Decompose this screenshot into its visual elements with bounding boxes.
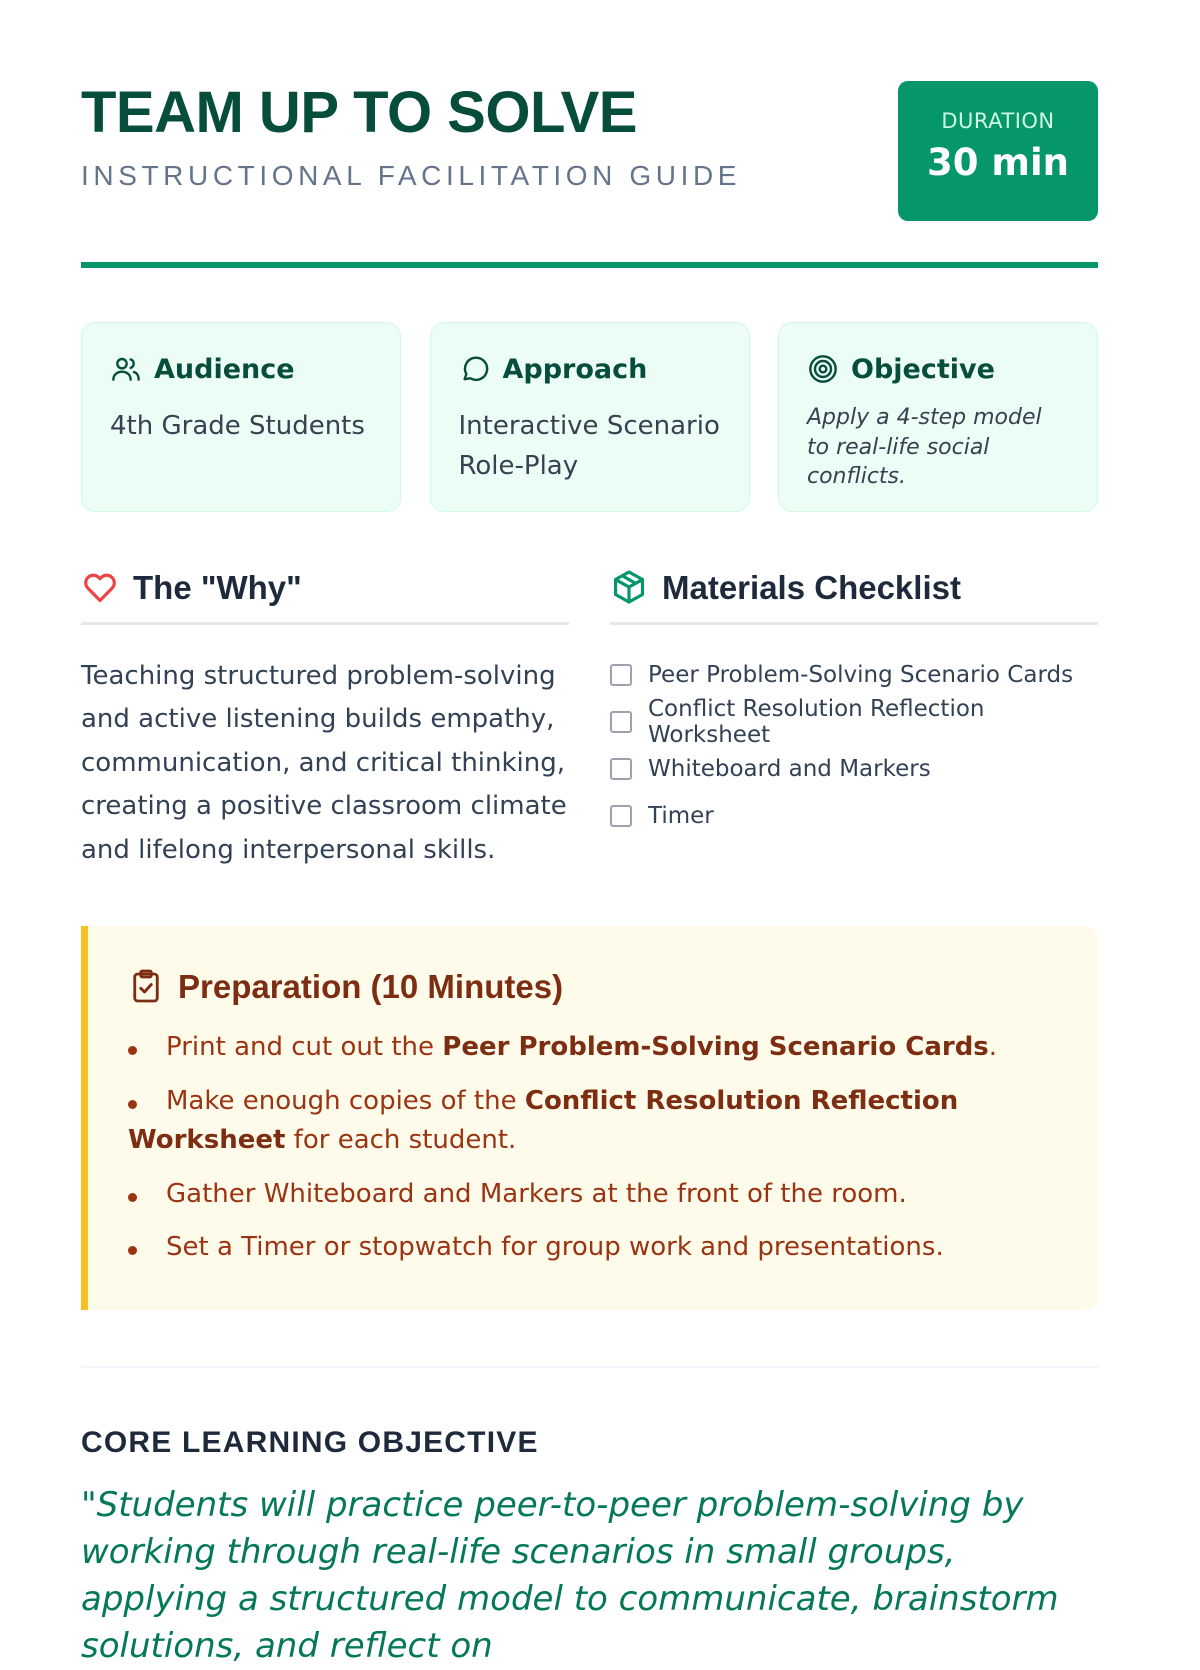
checkbox[interactable] <box>610 758 632 780</box>
audience-card <box>81 322 401 512</box>
card-title: Audience <box>154 353 295 385</box>
preparation-item: Print and cut out the Peer Problem-Solving Scenario Cards. <box>128 1028 1058 1068</box>
checklist-item[interactable] <box>610 792 1098 839</box>
approach-card <box>430 322 750 512</box>
why-section <box>81 568 569 872</box>
objective-card <box>778 322 1098 512</box>
heart-icon <box>81 568 119 606</box>
core-objective-heading: CORE LEARNING OBJECTIVE <box>81 1426 539 1460</box>
page-header <box>81 0 1098 268</box>
page-title: TEAM UP TO SOLVE <box>81 80 637 145</box>
section-divider <box>81 1366 1098 1368</box>
duration-label: DURATION <box>941 109 1055 133</box>
why-text: Teaching structured problem-solving and active listening builds empathy, communication, and critical thinking, creating a positive classroom climate and lifelong interpersonal skills. <box>81 661 567 865</box>
card-title: Approach <box>502 353 648 385</box>
checklist-item[interactable] <box>610 745 1098 792</box>
preparation-item: Gather Whiteboard and Markers at the front of the room. <box>128 1175 1058 1215</box>
checklist-item-label: Peer Problem-Solving Scenario Cards <box>648 661 1074 688</box>
preparation-section <box>81 926 1098 1310</box>
chat-bubble-icon <box>459 353 491 385</box>
checkbox[interactable] <box>610 664 632 686</box>
checkbox[interactable] <box>610 711 632 733</box>
users-icon <box>110 353 142 385</box>
clipboard-check-icon <box>128 968 164 1004</box>
checklist-item[interactable] <box>610 695 1098 748</box>
card-body: 4th Grade Students <box>110 411 365 441</box>
core-objective-quote: "Students will practice peer-to-peer problem-solving by working through real-life scenarios in small groups, applying a structured model to communicate, brainstorm solutions, and reflect on <box>81 1485 1059 1666</box>
header-divider <box>81 262 1098 268</box>
why-and-materials <box>81 568 1098 872</box>
checklist-item-label: Conflict Resolution Reflection Worksheet <box>648 695 985 748</box>
materials-section <box>610 568 1098 872</box>
checkbox[interactable] <box>610 805 632 827</box>
page-subtitle: INSTRUCTIONAL FACILITATION GUIDE <box>81 160 742 191</box>
card-title: Objective <box>851 353 995 385</box>
preparation-item: Make enough copies of the Conflict Resolution Reflection Worksheet for each student. <box>128 1082 1058 1161</box>
preparation-list <box>128 1028 1058 1268</box>
materials-checklist <box>610 651 1098 839</box>
card-body: Apply a 4-step model to real-life social conflicts. <box>807 405 1042 490</box>
section-title: The "Why" <box>133 568 302 606</box>
card-body: Interactive Scenario Role-Play <box>458 411 720 481</box>
preparation-item: Set a Timer or stopwatch for group work and presentations. <box>128 1228 1058 1268</box>
duration-badge <box>898 81 1098 221</box>
section-title: Materials Checklist <box>662 568 961 606</box>
section-title: Preparation (10 Minutes) <box>178 967 564 1005</box>
info-cards <box>81 322 1098 512</box>
checklist-item[interactable] <box>610 651 1098 698</box>
duration-value: 30 min <box>927 141 1069 184</box>
checklist-item-label: Whiteboard and Markers <box>648 755 931 782</box>
checklist-item-label: Timer <box>648 802 714 829</box>
package-icon <box>610 568 648 606</box>
target-icon <box>807 353 839 385</box>
